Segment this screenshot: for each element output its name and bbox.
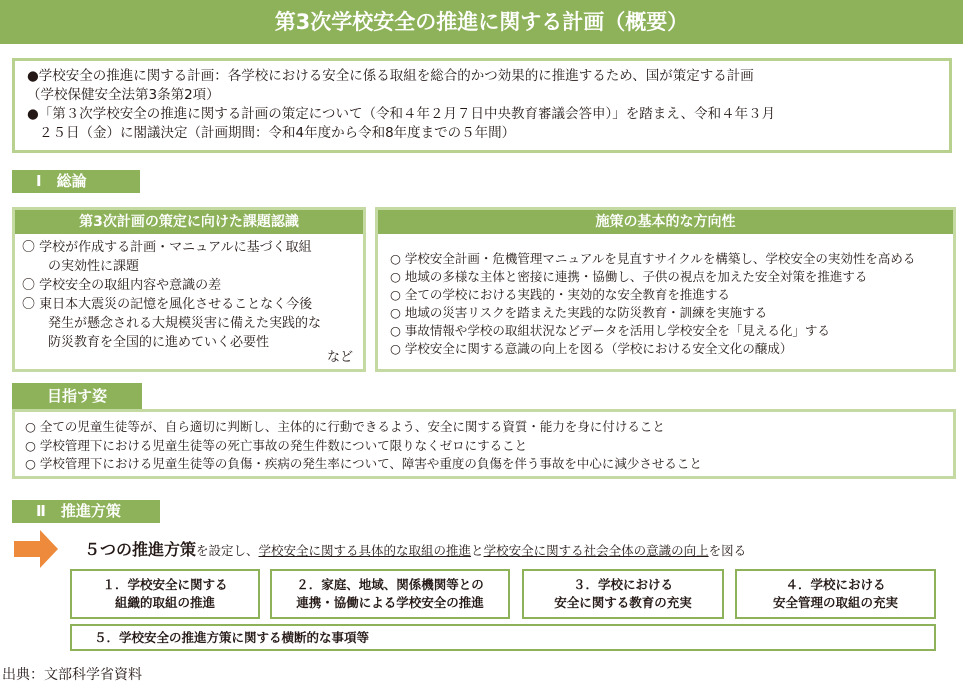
- issues-list: [15, 234, 363, 352]
- list-item: 〇 学校安全の取組内容や意識の差: [22, 278, 222, 293]
- directions-heading: 施策の基本的な方向性: [378, 210, 953, 234]
- measure-line: 安全管理の取組の充実: [772, 595, 898, 610]
- intro-line: （学校保健安全法第3条第2項）: [27, 87, 220, 103]
- measure-line: ２．家庭、地域、関係機関等との: [296, 577, 484, 592]
- source-note: 出典：文部科学省資料: [2, 667, 142, 683]
- intro-box: [12, 58, 952, 153]
- goals-list: [15, 412, 953, 474]
- goals-heading: 目指す姿: [12, 383, 142, 409]
- measure-line: ３．学校における: [572, 577, 673, 592]
- measure-line: 組織的取組の推進: [114, 595, 215, 610]
- measure-box-3: [522, 569, 724, 619]
- directions-list: [378, 234, 953, 358]
- list-item: ○ 全ての学校における実践的・実効的な安全教育を推進する: [390, 287, 730, 302]
- list-item: ○ 全ての児童生徒等が、自ら適切に判断し、主体的に行動できるよう、安全に関する資質・能力を身に付けること: [25, 419, 665, 434]
- list-item: ○ 学校安全計画・危機管理マニュアルを見直すサイクルを構築し、学校安全の実効性を高める: [390, 251, 916, 266]
- list-item: ○ 事故情報や学校の取組状況などデータを活用し学校安全を「見える化」する: [390, 323, 830, 338]
- measure-box-4: [735, 569, 936, 619]
- promotion-text: を設定し、: [196, 543, 259, 558]
- promotion-sentence: [84, 537, 944, 560]
- measure-line: 連携・協働による学校安全の推進: [296, 595, 484, 610]
- list-item: 〇 東日本大震災の記憶を風化させることなく今後: [22, 297, 313, 312]
- right-arrow-icon: [14, 530, 58, 568]
- promotion-text: と: [471, 543, 484, 558]
- promotion-lead: ５つの推進方策: [84, 540, 197, 559]
- directions-panel: [375, 207, 956, 372]
- issues-heading: 第3次計画の策定に向けた課題認識: [15, 210, 363, 234]
- intro-line: ●学校安全の推進に関する計画：各学校における安全に係る取組を総合的かつ効果的に推進するため、国が策定する計画: [27, 68, 754, 84]
- issues-etc: など: [326, 350, 353, 365]
- measure-box-1: [70, 569, 260, 619]
- measure-box-2: [270, 569, 510, 619]
- list-item: 〇 学校が作成する計画・マニュアルに基づく取組: [22, 240, 312, 255]
- list-item: の実効性に課題: [22, 259, 140, 274]
- measure-line: ４．学校における: [785, 577, 886, 592]
- list-item: ○ 地域の災害リスクを踏まえた実践的な防災教育・訓練を実施する: [390, 305, 768, 320]
- promotion-text: を図る: [708, 543, 747, 558]
- section-1-label: Ⅰ 総論: [12, 170, 140, 193]
- list-item: 発生が懸念される大規模災害に備えた実践的な: [22, 316, 322, 331]
- list-item: ○ 学校管理下における児童生徒等の負傷・疾病の発生率について、障害や重度の負傷を伴う事故を中心に減少させること: [25, 456, 702, 471]
- promotion-underline: 学校安全に関する社会全体の意識の向上: [483, 543, 709, 558]
- section-2-label: Ⅱ 推進方策: [12, 500, 160, 523]
- goals-panel: [12, 409, 956, 479]
- list-item: 防災教育を全国的に進めていく必要性: [22, 335, 270, 350]
- intro-line: ２５日（金）に閣議決定（計画期間：令和4年度から令和8年度までの５年間）: [39, 125, 516, 141]
- measure-line: 安全に関する教育の充実: [554, 595, 692, 610]
- list-item: ○ 学校安全に関する意識の向上を図る（学校における安全文化の醸成）: [390, 341, 793, 356]
- list-item: ○ 地域の多様な主体と密接に連携・協働し、子供の視点を加えた安全対策を推進する: [390, 269, 868, 284]
- promotion-underline: 学校安全に関する具体的な取組の推進: [258, 543, 472, 558]
- issues-panel: [12, 207, 366, 372]
- measure-box-5: ５．学校安全の推進方策に関する横断的な事項等: [70, 624, 936, 651]
- page-title: 第3次学校安全の推進に関する計画（概要）: [0, 0, 963, 44]
- intro-line: ●「第３次学校安全の推進に関する計画の策定について（令和４年２月７日中央教育審議会答申）」を踏まえ、令和４年３月: [27, 106, 776, 122]
- measure-line: １．学校安全に関する: [102, 577, 228, 592]
- list-item: ○ 学校管理下における児童生徒等の死亡事故の発生件数について限りなくゼロにすること: [25, 437, 528, 453]
